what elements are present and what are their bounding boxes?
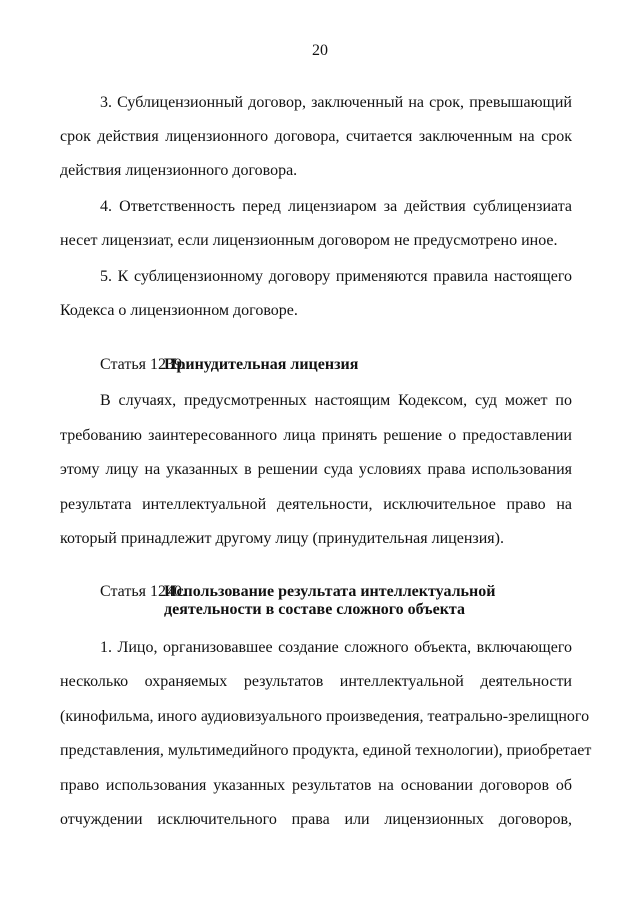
paragraph-sublicense-rules xyxy=(60,260,572,328)
text-line: представления, мультимедийного продукта, единой технологии), приобретает xyxy=(60,742,592,759)
article-1240-text xyxy=(60,631,592,838)
text-line: отчуждении исключительного права или лицензионных договоров, xyxy=(60,811,572,828)
text-line: срок действия лицензионного договора, считается заключенным на срок xyxy=(60,128,572,145)
paragraph-sublicense-term xyxy=(60,86,572,188)
text-line: который принадлежит другому лицу (принудительная лицензия). xyxy=(60,530,504,547)
article-title-line: Использование результата интеллектуальной xyxy=(164,582,496,600)
article-title: Принудительная лицензия xyxy=(164,356,359,373)
article-number: Статья 1240. xyxy=(100,582,186,600)
text-line: этому лицу на указанных в решении суда условиях права использования xyxy=(60,461,572,478)
text-line: 1. Лицо, организовавшее создание сложного объекта, включающего xyxy=(100,638,572,656)
text-line: несет лицензиат, если лицензионным договором не предусмотрено иное. xyxy=(60,232,558,249)
article-1239-heading xyxy=(60,356,572,374)
paragraph-sublicense-liability xyxy=(60,190,572,258)
text-line: 3. Сублицензионный договор, заключенный на срок, превышающий xyxy=(100,94,572,111)
text-line: 4. Ответственность перед лицензиаром за действия сублицензиата xyxy=(100,198,572,215)
article-title-line: деятельности в составе сложного объекта xyxy=(164,600,465,618)
document-body xyxy=(60,86,592,838)
article-1239-text xyxy=(60,384,572,557)
page-number: 20 xyxy=(312,42,328,59)
text-line: несколько охраняемых результатов интеллектуальной деятельности xyxy=(60,673,572,690)
text-line: Кодекса о лицензионном договоре. xyxy=(60,302,298,319)
text-line: требованию заинтересованного лица принять решение о предоставлении xyxy=(60,426,572,444)
text-line: право использования указанных результатов на основании договоров об xyxy=(60,776,572,794)
article-1240-heading xyxy=(60,583,572,619)
text-line: В случаях, предусмотренных настоящим Кодексом, суд может по xyxy=(100,392,572,409)
text-line: (кинофильма, иного аудиовизуального произведения, театрально-зрелищного xyxy=(60,707,590,725)
text-line: 5. К сублицензионному договору применяются правила настоящего xyxy=(100,268,572,285)
article-title xyxy=(164,583,495,619)
text-line: действия лицензионного договора. xyxy=(60,162,298,179)
text-line: результата интеллектуальной деятельности, исключительное право на xyxy=(60,495,572,513)
article-number: Статья 1239. xyxy=(100,356,186,373)
